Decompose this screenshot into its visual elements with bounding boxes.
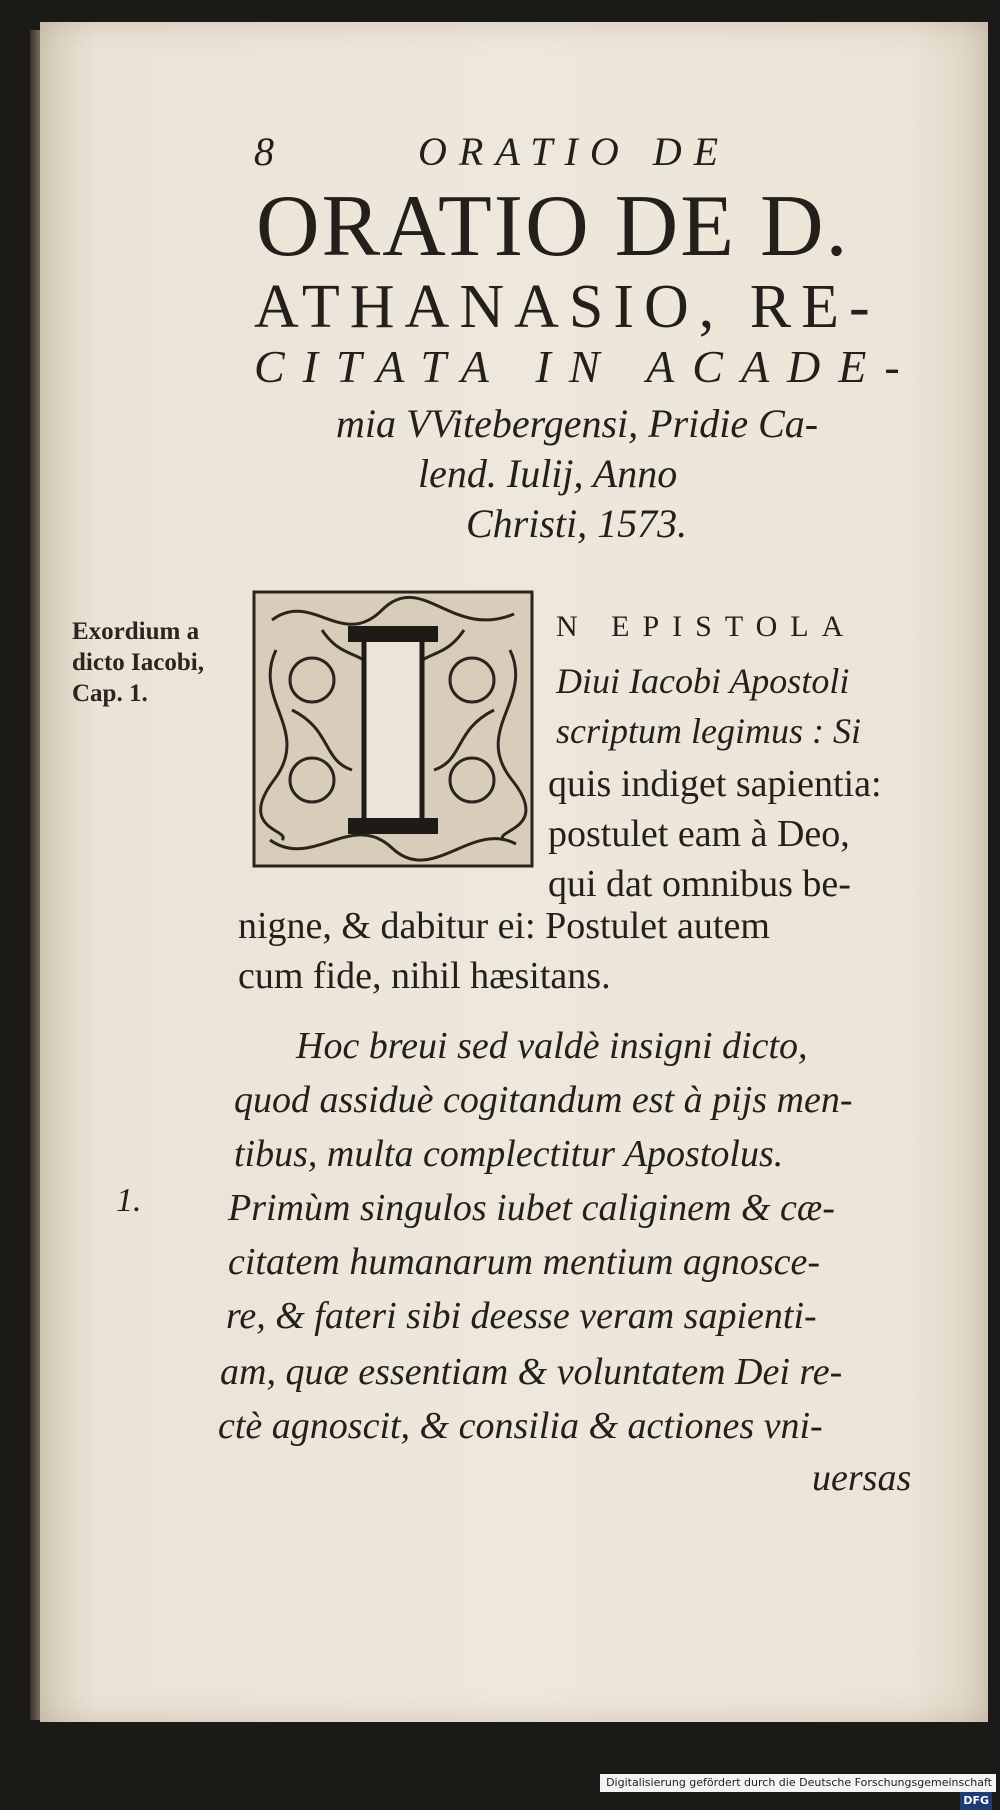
digitization-footer xyxy=(600,1774,996,1807)
paragraph1-line: N EPISTOLA xyxy=(556,610,857,643)
page-number: 8 xyxy=(254,129,278,174)
paragraph2-line: Hoc breui sed valdè insigni dicto, xyxy=(296,1025,808,1067)
paragraph1-line: scriptum legimus : Si xyxy=(556,711,861,751)
paragraph2-line: re, & fateri sibi deesse veram sapienti- xyxy=(226,1295,817,1337)
dfg-logo-icon: DFG xyxy=(960,1792,992,1810)
paragraph1-line: qui dat omnibus be- xyxy=(548,863,851,905)
title-line-6: Christi, 1573. xyxy=(466,501,688,546)
paragraph2-line: ctè agnoscit, & consilia & actiones vni- xyxy=(218,1405,823,1447)
running-title: ORATIO DE xyxy=(418,129,731,174)
footer-text: Digitalisierung gefördert durch die Deutsche Forschungsgemeinschaft · xyxy=(606,1776,992,1807)
title-line-5: lend. Iulij, Anno xyxy=(418,451,678,496)
paragraph2-line: tibus, multa complectitur Apostolus. xyxy=(234,1133,784,1175)
running-head xyxy=(254,128,814,172)
paragraph1-line: cum fide, nihil hæsitans. xyxy=(238,955,611,997)
title-line-2: ATHANASIO, RE- xyxy=(254,273,880,341)
ornamental-initial-icon xyxy=(252,590,534,868)
paragraph1-line: nigne, & dabitur ei: Postulet autem xyxy=(238,905,770,947)
paragraph1-line: quis indiget sapientia: xyxy=(548,763,882,805)
margin-note-line: Cap. 1. xyxy=(72,680,148,707)
paragraph1-line: Diui Iacobi Apostoli xyxy=(556,661,850,701)
paragraph2-line: quod assiduè cogitandum est à pijs men- xyxy=(234,1079,853,1121)
margin-note xyxy=(72,616,232,709)
paragraph2-line: Primùm singulos iubet caliginem & cæ- xyxy=(228,1187,835,1229)
paragraph2-line: citatem humanarum mentium agnosce- xyxy=(228,1241,821,1283)
title-line-1: ORATIO DE D. xyxy=(256,178,850,275)
title-line-3: CITATA IN ACADE- xyxy=(254,341,918,392)
paragraph2-line: am, quæ essentiam & voluntatem Dei re- xyxy=(220,1351,843,1393)
paragraph1-line: postulet eam à Deo, xyxy=(548,813,850,855)
margin-note-line: Exordium a xyxy=(72,618,200,645)
title-line-4: mia VVitebergensi, Pridie Ca- xyxy=(336,401,819,446)
catchword: uersas xyxy=(812,1457,912,1499)
margin-note-line: dicto Iacobi, xyxy=(72,649,204,676)
section-marker: 1. xyxy=(116,1182,142,1219)
